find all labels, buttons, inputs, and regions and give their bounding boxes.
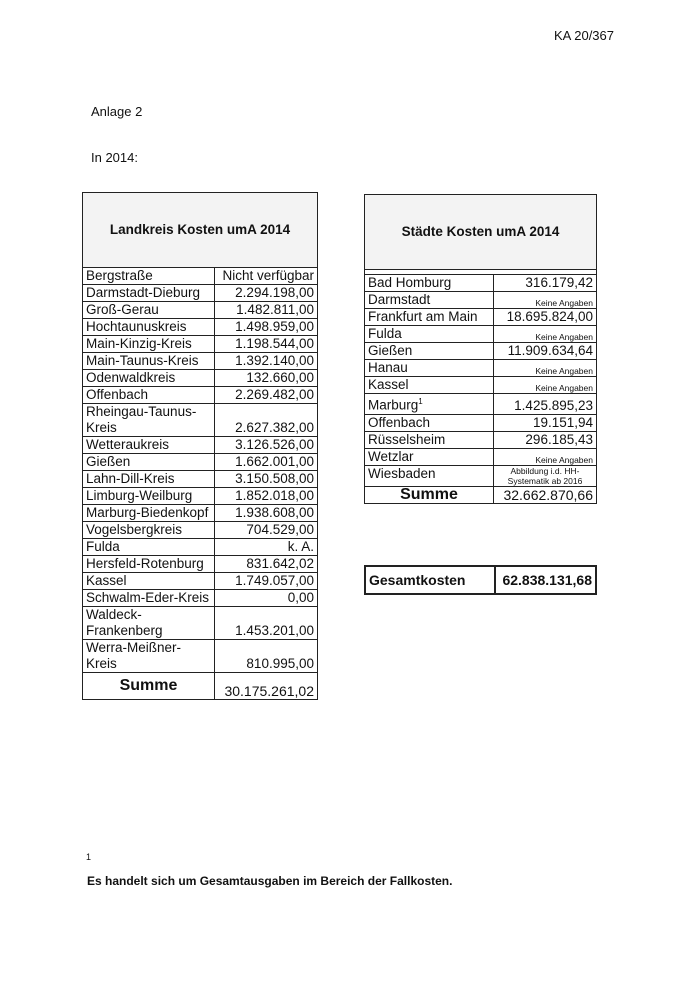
district-cost: 0,00 bbox=[215, 590, 318, 607]
district-cost: 704.529,00 bbox=[215, 522, 318, 539]
city-name bbox=[365, 326, 494, 343]
table-row bbox=[365, 360, 597, 377]
district-name: Hochtaunuskreis bbox=[83, 319, 215, 336]
district-name: Kassel bbox=[83, 573, 215, 590]
district-cost: 1.198.544,00 bbox=[215, 336, 318, 353]
landkreis-sum-value: 30.175.261,02 bbox=[215, 673, 318, 700]
gesamtkosten-value: 62.838.131,68 bbox=[495, 566, 596, 594]
city-name bbox=[365, 360, 494, 377]
table-row bbox=[83, 437, 318, 454]
staedte-table-title: Städte Kosten umA 2014 bbox=[365, 195, 597, 270]
table-row bbox=[83, 539, 318, 556]
district-name: Offenbach bbox=[83, 387, 215, 404]
table-row bbox=[83, 640, 318, 673]
district-name: Marburg-Biedenkopf bbox=[83, 505, 215, 522]
district-cost: 1.498.959,00 bbox=[215, 319, 318, 336]
landkreis-sum-label: Summe bbox=[83, 673, 215, 700]
district-name: Waldeck-Frankenberg bbox=[83, 607, 215, 640]
table-row bbox=[365, 414, 597, 431]
table-row bbox=[83, 268, 318, 285]
district-cost: 831.642,02 bbox=[215, 556, 318, 573]
district-name: Vogelsbergkreis bbox=[83, 522, 215, 539]
district-cost: 3.150.508,00 bbox=[215, 471, 318, 488]
table-row bbox=[365, 343, 597, 360]
city-name-text: Kassel bbox=[368, 377, 409, 392]
city-name bbox=[365, 431, 494, 448]
table-row bbox=[83, 607, 318, 640]
district-name: Werra-Meißner-Kreis bbox=[83, 640, 215, 673]
year-label: In 2014: bbox=[91, 150, 138, 165]
district-name: Lahn-Dill-Kreis bbox=[83, 471, 215, 488]
table-row bbox=[83, 404, 318, 437]
district-name: Gießen bbox=[83, 454, 215, 471]
landkreis-table-title: Landkreis Kosten umA 2014 bbox=[83, 193, 318, 268]
table-row bbox=[365, 292, 597, 309]
city-name-text: Wetzlar bbox=[368, 448, 414, 464]
city-cost: Keine Angaben bbox=[494, 377, 597, 394]
district-name: Main-Kinzig-Kreis bbox=[83, 336, 215, 353]
city-name-text: Darmstadt bbox=[368, 292, 431, 307]
table-row bbox=[83, 505, 318, 522]
district-name: Bergstraße bbox=[83, 268, 215, 285]
table-row bbox=[365, 377, 597, 394]
footnote-mark: 1 bbox=[86, 852, 92, 862]
table-row bbox=[83, 522, 318, 539]
district-cost: 2.294.198,00 bbox=[215, 285, 318, 302]
district-cost: 1.662.001,00 bbox=[215, 454, 318, 471]
landkreis-table bbox=[82, 192, 318, 700]
city-cost: 296.185,43 bbox=[494, 431, 597, 448]
city-cost: Keine Angaben bbox=[494, 360, 597, 377]
district-cost: 1.482.811,00 bbox=[215, 302, 318, 319]
table-row bbox=[83, 454, 318, 471]
table-row bbox=[365, 326, 597, 343]
city-cost: 1.425.895,23 bbox=[494, 394, 597, 415]
district-cost: 3.126.526,00 bbox=[215, 437, 318, 454]
district-name: Limburg-Weilburg bbox=[83, 488, 215, 505]
city-name bbox=[365, 414, 494, 431]
district-cost: 1.938.608,00 bbox=[215, 505, 318, 522]
city-name-text: Frankfurt am Main bbox=[368, 309, 478, 324]
district-name: Schwalm-Eder-Kreis bbox=[83, 590, 215, 607]
footnote-text: Es handelt sich um Gesamtausgaben im Bereich der Fallkosten. bbox=[87, 874, 453, 888]
table-row bbox=[83, 556, 318, 573]
table-row bbox=[83, 353, 318, 370]
table-row bbox=[83, 302, 318, 319]
table-row bbox=[83, 387, 318, 404]
city-name-text: Rüsselsheim bbox=[368, 431, 446, 447]
table-row bbox=[83, 319, 318, 336]
city-name-text: Wiesbaden bbox=[368, 465, 436, 481]
city-name bbox=[365, 377, 494, 394]
table-row bbox=[83, 590, 318, 607]
district-name: Wetteraukreis bbox=[83, 437, 215, 454]
city-cost: Keine Angaben bbox=[494, 448, 597, 465]
table-row bbox=[365, 394, 597, 415]
district-name: Main-Taunus-Kreis bbox=[83, 353, 215, 370]
gesamtkosten-label: Gesamtkosten bbox=[365, 566, 495, 594]
staedte-table bbox=[364, 194, 597, 504]
table-row bbox=[83, 336, 318, 353]
district-name: Hersfeld-Rotenburg bbox=[83, 556, 215, 573]
city-cost: Abbildung i.d. HH-Systematik ab 2016 bbox=[494, 465, 597, 486]
table-row bbox=[365, 465, 597, 486]
district-cost: 1.852.018,00 bbox=[215, 488, 318, 505]
attachment-label: Anlage 2 bbox=[91, 104, 143, 119]
district-name: Rheingau-Taunus-Kreis bbox=[83, 404, 215, 437]
city-name bbox=[365, 343, 494, 360]
district-name: Darmstadt-Dieburg bbox=[83, 285, 215, 302]
city-name bbox=[365, 394, 494, 415]
city-name-text: Marburg bbox=[368, 397, 419, 413]
city-name bbox=[365, 465, 494, 486]
city-name-text: Gießen bbox=[368, 343, 413, 358]
table-row bbox=[365, 309, 597, 326]
city-name-text: Offenbach bbox=[368, 414, 431, 430]
gesamtkosten-box bbox=[364, 565, 597, 595]
district-cost: 1.749.057,00 bbox=[215, 573, 318, 590]
city-name bbox=[365, 448, 494, 465]
district-cost: 1.392.140,00 bbox=[215, 353, 318, 370]
district-cost: k. A. bbox=[215, 539, 318, 556]
table-row bbox=[83, 573, 318, 590]
city-cost: 19.151,94 bbox=[494, 414, 597, 431]
district-name: Fulda bbox=[83, 539, 215, 556]
city-name bbox=[365, 309, 494, 326]
district-cost: Nicht verfügbar bbox=[215, 268, 318, 285]
table-row bbox=[83, 285, 318, 302]
district-cost: 2.269.482,00 bbox=[215, 387, 318, 404]
city-name-text: Hanau bbox=[368, 360, 408, 375]
staedte-sum-value: 32.662.870,66 bbox=[494, 486, 597, 503]
city-cost: Keine Angaben bbox=[494, 326, 597, 343]
staedte-sum-label: Summe bbox=[365, 486, 494, 503]
city-cost: Keine Angaben bbox=[494, 292, 597, 309]
district-name: Odenwaldkreis bbox=[83, 370, 215, 387]
district-cost: 132.660,00 bbox=[215, 370, 318, 387]
table-row bbox=[83, 370, 318, 387]
city-name-text: Bad Homburg bbox=[368, 275, 452, 290]
city-name-text: Fulda bbox=[368, 326, 402, 341]
table-row bbox=[365, 431, 597, 448]
city-name bbox=[365, 292, 494, 309]
district-name: Groß-Gerau bbox=[83, 302, 215, 319]
district-cost: 2.627.382,00 bbox=[215, 404, 318, 437]
city-cost: 316.179,42 bbox=[494, 275, 597, 292]
district-cost: 810.995,00 bbox=[215, 640, 318, 673]
city-cost: 18.695.824,00 bbox=[494, 309, 597, 326]
district-cost: 1.453.201,00 bbox=[215, 607, 318, 640]
footnote-reference: 1 bbox=[418, 397, 423, 406]
table-row bbox=[83, 471, 318, 488]
document-reference: KA 20/367 bbox=[554, 28, 614, 43]
city-name bbox=[365, 275, 494, 292]
table-row bbox=[83, 488, 318, 505]
table-row bbox=[365, 275, 597, 292]
city-cost: 11.909.634,64 bbox=[494, 343, 597, 360]
table-row bbox=[365, 448, 597, 465]
